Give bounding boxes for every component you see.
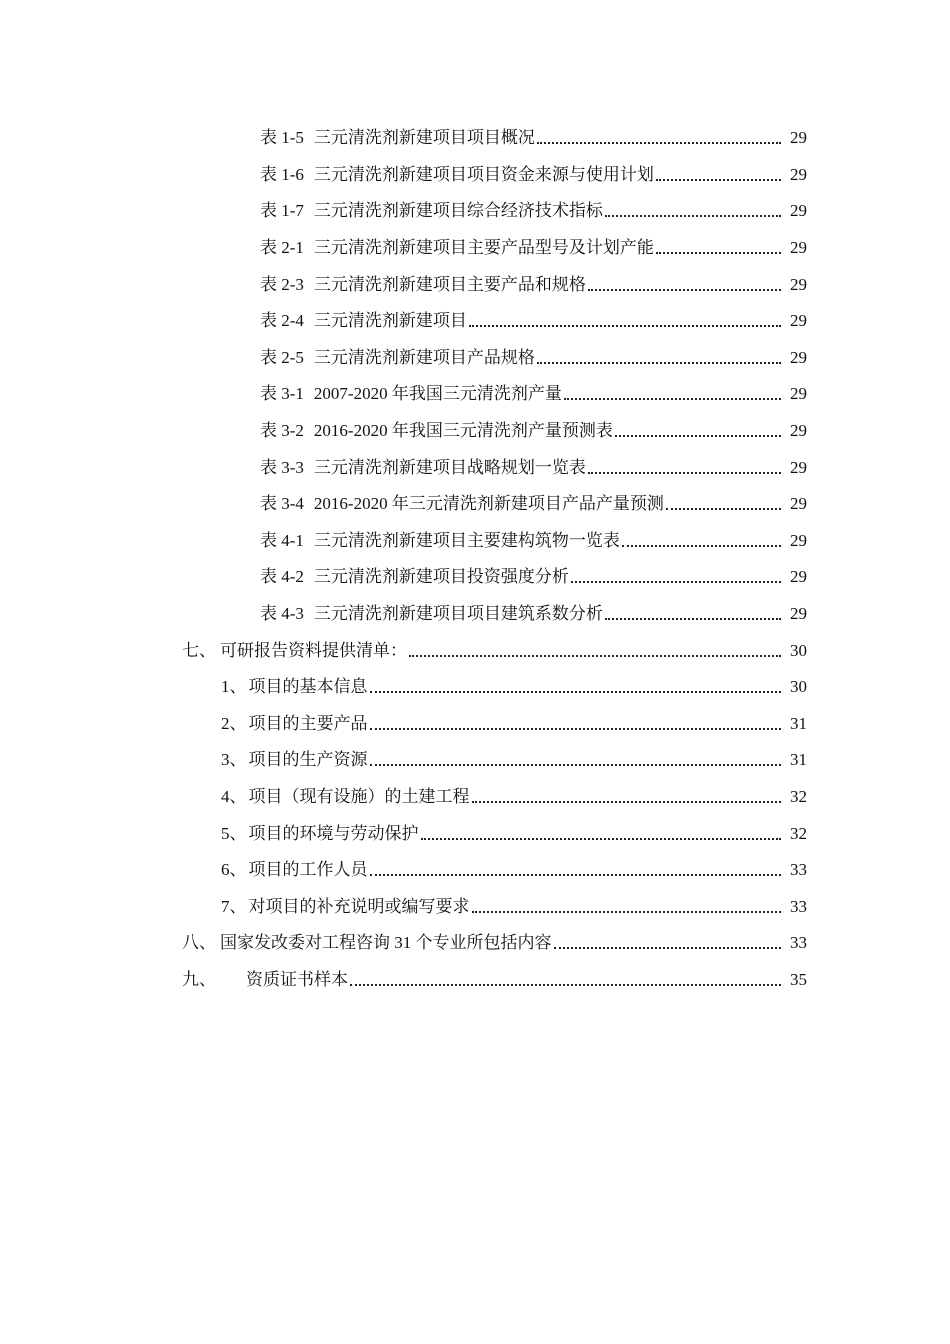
toc-entry-label: 对项目的补充说明或编写要求 [248, 896, 470, 916]
toc-entry-table-4-2[interactable] [0, 559, 950, 596]
toc-entry-title [260, 531, 620, 551]
toc-page-number: 33 [790, 860, 807, 880]
toc-entry-number: 2、 [221, 713, 247, 733]
dot-leader [571, 567, 781, 587]
toc-entry-title [221, 860, 368, 880]
toc-page-number: 35 [790, 969, 807, 989]
toc-entry-label: 2016-2020 年我国三元清洗剂产量预测表 [313, 421, 613, 441]
toc-entry-number: 表 4-2 [260, 567, 304, 587]
toc-entry-title [221, 824, 419, 844]
toc-entry-number: 表 1-5 [260, 128, 304, 148]
toc-entry-table-2-1[interactable] [0, 230, 950, 267]
toc-page-number: 29 [790, 604, 807, 624]
toc-entry-table-2-5[interactable] [0, 340, 950, 377]
toc-entry-item-7[interactable] [0, 888, 950, 925]
toc-entry-number: 表 2-3 [260, 274, 304, 294]
toc-entry-title [260, 421, 613, 441]
toc-entry-table-2-3[interactable] [0, 266, 950, 303]
toc-entry-label: 三元清洗剂新建项目战略规划一览表 [313, 457, 586, 477]
toc-entry-label: 项目的环境与劳动保护 [248, 823, 419, 843]
dot-leader [537, 348, 781, 368]
toc-entry-title [260, 567, 569, 587]
dot-leader [409, 641, 781, 661]
toc-entry-number: 5、 [221, 823, 247, 843]
toc-entry-item-2[interactable] [0, 706, 950, 743]
dot-leader [615, 421, 781, 441]
toc-page-number: 29 [790, 128, 807, 148]
toc-entry-label: 可研报告资料提供清单： [220, 640, 407, 660]
toc-entry-label: 三元清洗剂新建项目综合经济技术指标 [313, 201, 603, 221]
toc-entry-title [221, 714, 368, 734]
toc-entry-title [260, 348, 535, 368]
toc-entry-label: 2016-2020 年三元清洗剂新建项目产品产量预测 [313, 494, 664, 514]
toc-entry-table-3-2[interactable] [0, 413, 950, 450]
toc-entry-table-1-7[interactable] [0, 193, 950, 230]
toc-entry-label: 项目的工作人员 [248, 860, 368, 880]
toc-entry-label: 三元清洗剂新建项目主要产品型号及计划产能 [313, 238, 654, 258]
toc-entry-number: 表 3-2 [260, 421, 304, 441]
toc-entry-title [182, 641, 407, 661]
dot-leader [605, 201, 781, 221]
toc-entry-item-4[interactable] [0, 779, 950, 816]
toc-page-number: 31 [790, 713, 807, 733]
dot-leader [622, 531, 781, 551]
toc-entry-label: 三元清洗剂新建项目产品规格 [313, 347, 535, 367]
toc-entry-table-2-4[interactable] [0, 303, 950, 340]
toc-entry-number: 6、 [221, 860, 247, 880]
toc-entry-number: 1、 [221, 677, 247, 697]
dot-leader [350, 970, 781, 990]
toc-entry-title [260, 275, 586, 295]
toc-entry-label: 资质证书样本 [246, 969, 348, 989]
toc-entry-section-9[interactable] [0, 962, 950, 999]
toc-entry-title [260, 384, 562, 404]
toc-page-number: 33 [790, 933, 807, 953]
toc-page-number: 29 [790, 421, 807, 441]
dot-leader [588, 458, 781, 478]
toc-page-number: 29 [790, 311, 807, 331]
toc-entry-title [260, 165, 654, 185]
toc-entry-label: 三元清洗剂新建项目 [313, 311, 467, 331]
toc-entry-label: 项目的生产资源 [248, 750, 368, 770]
dot-leader [370, 860, 782, 880]
toc-entry-number: 表 4-1 [260, 530, 304, 550]
toc-entry-title [221, 897, 470, 917]
toc-entry-number: 表 4-3 [260, 604, 304, 624]
dot-leader [554, 933, 782, 953]
dot-leader [421, 824, 782, 844]
toc-page-number: 29 [790, 494, 807, 514]
toc-entry-label: 项目的主要产品 [248, 713, 368, 733]
toc-page-number: 29 [790, 164, 807, 184]
toc-page-number: 29 [790, 347, 807, 367]
toc-page-number: 32 [790, 823, 807, 843]
toc-entry-title [260, 201, 603, 221]
toc-page-number: 29 [790, 238, 807, 258]
toc-entry-number: 表 2-5 [260, 347, 304, 367]
toc-entry-label: 三元清洗剂新建项目项目资金来源与使用计划 [313, 164, 654, 184]
toc-page-number: 29 [790, 274, 807, 294]
dot-leader [370, 677, 782, 697]
dot-leader [472, 897, 782, 917]
toc-entry-label: 项目（现有设施）的土建工程 [248, 786, 470, 806]
toc-page-number: 30 [790, 677, 807, 697]
toc-page-number: 31 [790, 750, 807, 770]
toc-entry-title [221, 677, 368, 697]
dot-leader [656, 165, 781, 185]
toc-entry-title [260, 458, 586, 478]
toc-entry-table-3-3[interactable] [0, 449, 950, 486]
toc-entry-table-4-1[interactable] [0, 523, 950, 560]
dot-leader [588, 275, 781, 295]
toc-entry-title [260, 128, 535, 148]
dot-leader [370, 714, 782, 734]
toc-entry-title [260, 494, 664, 514]
toc-page-number: 29 [790, 201, 807, 221]
dot-leader [605, 604, 781, 624]
toc-entry-item-3[interactable] [0, 742, 950, 779]
toc-page-number: 33 [790, 896, 807, 916]
toc-entry-table-3-4[interactable] [0, 486, 950, 523]
toc-entry-number: 表 1-7 [260, 201, 304, 221]
toc-entry-section-8[interactable] [0, 925, 950, 962]
toc-entry-number: 表 1-6 [260, 164, 304, 184]
toc-entry-table-3-1[interactable] [0, 376, 950, 413]
toc-entry-table-1-6[interactable] [0, 157, 950, 194]
toc-entry-number: 表 3-3 [260, 457, 304, 477]
toc-entry-number: 7、 [221, 896, 247, 916]
toc-entry-number: 七、 [182, 640, 216, 660]
toc-entry-title [260, 238, 654, 258]
toc-entry-title [260, 604, 603, 624]
toc-entry-number: 表 3-4 [260, 494, 304, 514]
toc-entry-label: 三元清洗剂新建项目项目建筑系数分析 [313, 604, 603, 624]
toc-page-number: 32 [790, 786, 807, 806]
toc-entry-item-5[interactable] [0, 815, 950, 852]
toc-entry-title [221, 787, 470, 807]
dot-leader [656, 238, 781, 258]
dot-leader [666, 494, 781, 514]
table-of-contents [0, 120, 950, 998]
toc-page-number: 29 [790, 530, 807, 550]
toc-entry-number: 表 2-1 [260, 238, 304, 258]
toc-entry-section-7[interactable] [0, 632, 950, 669]
toc-page-number: 29 [790, 457, 807, 477]
toc-entry-item-6[interactable] [0, 852, 950, 889]
toc-entry-label: 三元清洗剂新建项目项目概况 [313, 128, 535, 148]
toc-entry-number: 4、 [221, 786, 247, 806]
toc-entry-label: 2007-2020 年我国三元清洗剂产量 [313, 384, 562, 404]
dot-leader [537, 128, 781, 148]
dot-leader [564, 384, 781, 404]
toc-entry-title [260, 311, 467, 331]
toc-entry-label: 项目的基本信息 [248, 677, 368, 697]
toc-entry-label: 三元清洗剂新建项目投资强度分析 [313, 567, 569, 587]
toc-entry-number: 表 3-1 [260, 384, 304, 404]
toc-entry-title [221, 750, 368, 770]
toc-entry-title [182, 933, 552, 953]
toc-entry-item-1[interactable] [0, 669, 950, 706]
toc-entry-number: 表 2-4 [260, 311, 304, 331]
toc-entry-label: 国家发改委对工程咨询 31 个专业所包括内容 [220, 933, 552, 953]
toc-entry-number: 八、 [182, 933, 216, 953]
toc-entry-number: 九、 [182, 969, 216, 989]
toc-entry-label: 三元清洗剂新建项目主要建构筑物一览表 [313, 530, 620, 550]
toc-entry-label: 三元清洗剂新建项目主要产品和规格 [313, 274, 586, 294]
dot-leader [472, 787, 782, 807]
dot-leader [370, 750, 782, 770]
dot-leader [469, 311, 781, 331]
toc-entry-table-4-3[interactable] [0, 596, 950, 633]
toc-page-number: 29 [790, 384, 807, 404]
toc-entry-table-1-5[interactable] [0, 120, 950, 157]
toc-page-number: 30 [790, 640, 807, 660]
toc-entry-number: 3、 [221, 750, 247, 770]
toc-entry-title [182, 970, 348, 990]
toc-page-number: 29 [790, 567, 807, 587]
